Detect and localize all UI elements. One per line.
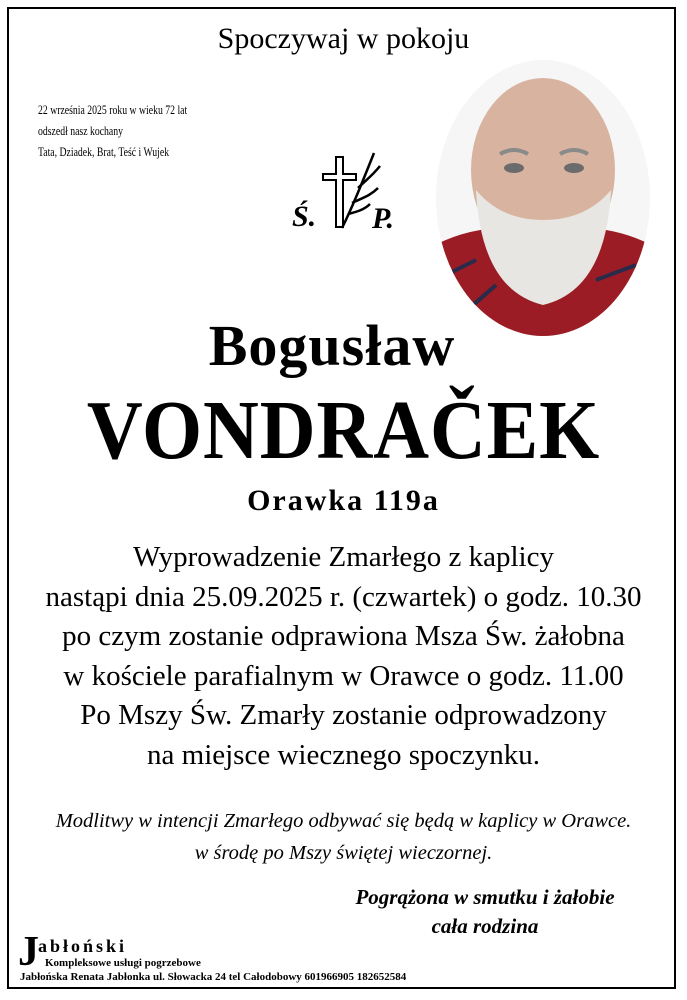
first-name: Bogusław	[208, 313, 456, 378]
intro-line: Tata, Dziadek, Brat, Teść i Wujek	[38, 145, 170, 159]
symbol-right-letter: P.	[372, 202, 394, 235]
family-signature	[300, 883, 670, 941]
intro-line: odszedł nasz kochany	[38, 124, 124, 138]
funeral-line: po czym zostanie odprawiona Msza Św. żałobna	[62, 620, 625, 652]
funeral-line: Wyprowadzenie Zmarłego z kaplicy	[133, 541, 554, 573]
funeral-announcement	[0, 538, 687, 775]
cross-icon	[322, 156, 357, 228]
cross-symbol	[292, 148, 397, 238]
prayer-notice	[0, 805, 687, 869]
symbol-left-letter: Ś.	[292, 200, 317, 233]
last-name: VONDRAČEK	[86, 384, 601, 477]
prayer-line: Modlitwy w intencji Zmarłego odbywać się będą w kaplicy w Orawce.	[55, 810, 632, 832]
signature-line: cała rodzina	[431, 914, 539, 938]
company-footer: Jabłońska Renata Jabłonka ul. Słowacka 24 tel Całodobowy 601966905 182652584	[20, 971, 407, 983]
signature-line: Pogrążona w smutku i żałobie	[355, 885, 615, 909]
company-name: abłoński	[38, 936, 128, 956]
header-title: Spoczywaj w pokoju	[217, 22, 470, 55]
deceased-portrait	[436, 60, 650, 336]
funeral-line: w kościele parafialnym w Orawce o godz. 11.00	[63, 659, 624, 692]
intro-text	[38, 100, 202, 163]
company-logo-letter: J	[18, 929, 39, 975]
funeral-line: Po Mszy Św. Zmarły zostanie odprowadzony	[80, 699, 607, 731]
funeral-line: nastąpi dnia 25.09.2025 r. (czwartek) o godz. 10.30	[45, 580, 642, 613]
company-tagline: Kompleksowe usługi pogrzebowe	[45, 957, 201, 969]
prayer-line: w środę po Mszy świętej wieczornej.	[194, 842, 493, 864]
funeral-line: na miejsce wiecznego spoczynku.	[147, 738, 540, 771]
address: Orawka 119a	[247, 484, 440, 517]
intro-line: 22 września 2025 roku w wieku 72 lat	[38, 103, 188, 117]
